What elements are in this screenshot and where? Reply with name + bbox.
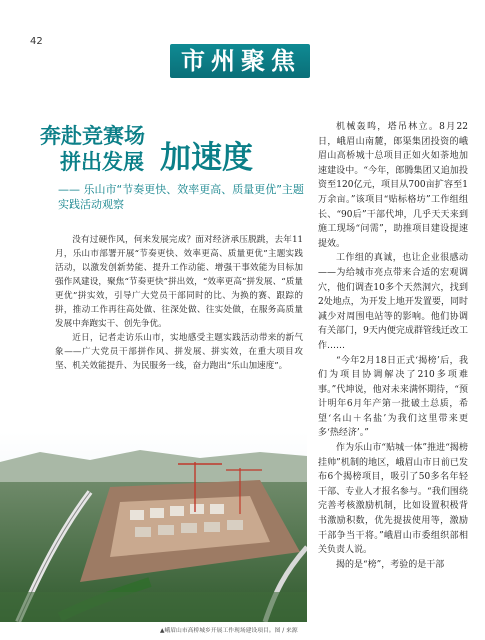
article-subtitle: —— 乐山市“节奏更快、效率更高、质量更优”主题实践活动观察 — [58, 183, 304, 211]
section-header: 市州聚焦 — [181, 46, 301, 75]
body-paragraph: 作为乐山市“贴城一体”推进“揭榜挂帅”机制的地区，峨眉山市日前已发布6个揭榜项目，吸引了50多名年轻干部、专业人才报名参与。“我们围绕完善考核激励机制，比如设置积极背书激励积数，优先提拔使用等，激励干部争当干将。”峨眉山市委组织部相关负责人说。 — [318, 443, 468, 556]
article-body-column — [318, 120, 468, 572]
lead-paragraph: 近日，记者走访乐山市，实地感受主题实践活动带来的新气象——广大党员干部拼作风、拼发展、拼实效，在重大项目攻坚、机关效能提升、为民服务一线，奋力跑出“乐山加速度”。 — [55, 333, 303, 371]
lead-paragraph: 没有过硬作风，何来发展完成？面对经济承压脱跳，去年11月，乐山市部署开展“节奏更快、效率更高、质量更优”主题实践活动，以激发创新势能、提升工作动能、增强干事效能为目标加强作风建设，聚焦“节奏更快”拼出效，“效率更高”拼发展、“质量更优”拼实效，引导广大党员干部同时的比、为换的赛、跟踪的拼，推动工作再往高处做、往深处做、往实处做，在服务高质量发展中奔跑实干、创先争优。 — [55, 235, 303, 329]
body-paragraph: “今年2月18日正式‘揭榜’后，我们为项目协调解决了210多项难事。”代坤说，他对未来满怀期待，“预计明年6月年产第一批破土总质，希望‘名山＋名盐’为我们这里带来更多‘热经济’。” — [318, 355, 468, 439]
photo-caption: ▲峨眉山市高桥城乡开展工作现场建设项目。图 / 来源 — [160, 628, 298, 634]
article-title-line1: 奔赴竞赛场 — [40, 123, 145, 148]
body-paragraph: 揭的是“榜”，考验的是干部 — [336, 559, 445, 570]
article-title-line2: 拼出发展 — [60, 149, 144, 174]
aerial-construction-photo — [0, 432, 307, 622]
body-paragraph: 机械轰鸣，塔吊林立。8月22日，峨眉山南麓，郎渠集团投资的峨眉山高桥城十总项目正如火如荼地加速建设中。“今年，郎腾集团又追加投资至120亿元，项目从700亩扩容至1万余亩。”该项目“贴标格坊”工作组组长、“90后”干部代坤，几乎天天来到施工现场“问需”，助推项目建设提速提效。 — [318, 122, 468, 249]
body-paragraph: 工作组的真诚，也让企业很感动——为给城市亮点带来合适的宏观调穴，他们调查10多个天然洞穴，找到2处地点，为开发上地开发置要，同时减少对周围电站等的影响。他们协调有关部门，9天内便完成群管线迁改工作…… — [318, 253, 468, 351]
article-title-big: 加速度 — [160, 140, 253, 176]
article-lead — [55, 233, 303, 373]
page-number: 42 — [30, 36, 43, 47]
